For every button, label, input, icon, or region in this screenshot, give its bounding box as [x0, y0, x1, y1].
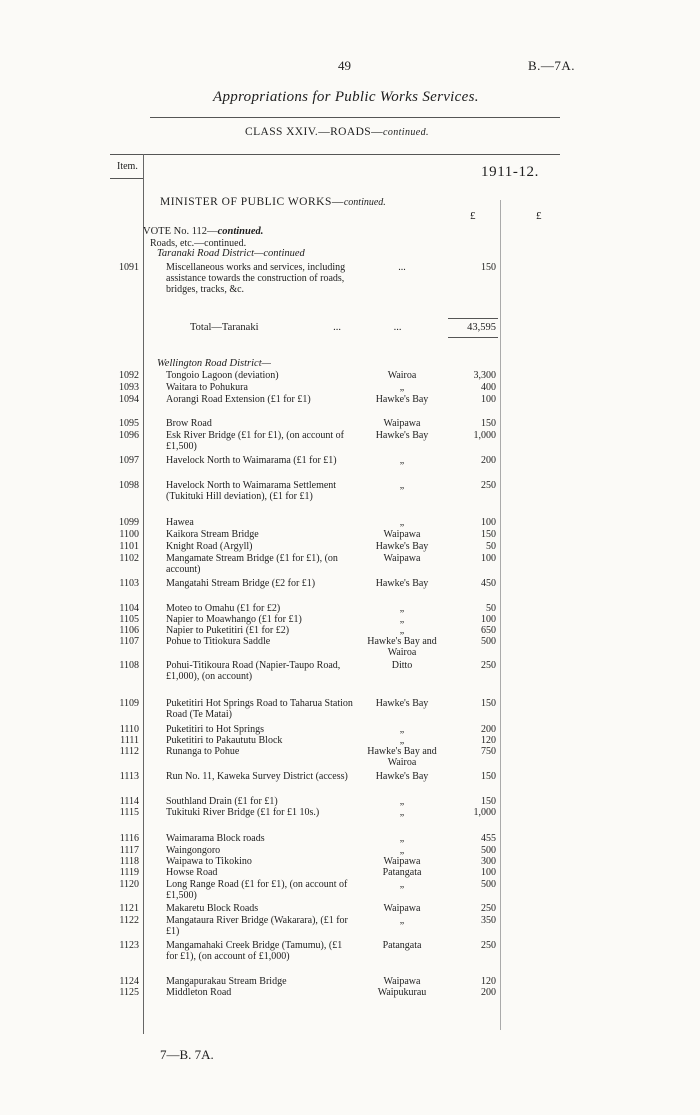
item-description: Run No. 11, Kaweka Survey District (access): [166, 771, 348, 782]
electoral-district: ...: [398, 262, 406, 273]
item-description: Mangapurakau Stream Bridge: [166, 976, 287, 987]
amount: 150: [481, 796, 496, 807]
page-footer: 7—B. 7A.: [160, 1047, 214, 1062]
item-number: 1098: [119, 480, 139, 491]
year-column-header: 1911-12.: [481, 164, 539, 180]
page-title: Appropriations for Public Works Services.: [213, 89, 479, 105]
item-description: Aorangi Road Extension (£1 for £1): [166, 394, 311, 405]
total-top-rule: [448, 318, 498, 319]
amount-column-divider: [500, 200, 501, 1030]
item-description: Miscellaneous works and services, including assistance towards the construction of roads, bridges, tracks, &c.: [166, 262, 346, 295]
table-top-rule: [110, 154, 560, 155]
item-description: Havelock North to Waimarama (£1 for £1): [166, 455, 337, 466]
item-description: Kaikora Stream Bridge: [166, 529, 259, 540]
item-number: 1093: [119, 382, 139, 393]
electoral-district: „: [399, 724, 405, 735]
item-description: Mangataura River Bridge (Wakarara), (£1 for £1): [166, 915, 348, 937]
amount: 200: [481, 987, 496, 998]
taranaki-district-heading: Taranaki Road District—continued: [157, 248, 305, 259]
item-column-header: Item.: [117, 161, 138, 172]
item-number: 1117: [119, 845, 139, 856]
electoral-district: Hawke's Bay: [375, 578, 429, 589]
item-description: Waitara to Pohukura: [166, 382, 248, 393]
item-number: 1097: [119, 455, 139, 466]
item-number: 1109: [119, 698, 139, 709]
item-number: 1108: [119, 660, 139, 671]
amount: 450: [481, 578, 496, 589]
item-number: 1101: [119, 541, 139, 552]
item-number: 1094: [119, 394, 139, 405]
item-number: 1121: [119, 903, 139, 914]
item-number: 1104: [119, 603, 139, 614]
amount: 3,300: [473, 370, 496, 381]
wellington-district-heading: Wellington Road District—: [157, 358, 271, 369]
item-description: Puketitiri Hot Springs Road to Taharua Station Road (Te Matai): [166, 698, 353, 720]
item-description: Runanga to Pohue: [166, 746, 240, 757]
amount: 100: [481, 517, 496, 528]
amount: 150: [481, 771, 496, 782]
amount: 150: [481, 418, 496, 429]
electoral-district: Wairoa: [387, 370, 417, 381]
amount: 100: [481, 394, 496, 405]
electoral-district: Waipukurau: [377, 987, 427, 998]
pound-sign-2: £: [536, 210, 542, 222]
taranaki-total-label: Total—Taranaki ... ...: [190, 322, 402, 333]
item-description: Makaretu Block Roads: [166, 903, 259, 914]
electoral-district: „: [399, 845, 405, 856]
amount: 400: [481, 382, 496, 393]
electoral-district: Hawke's Bay and Wairoa: [367, 746, 437, 768]
electoral-district: „: [399, 455, 405, 466]
amount: 150: [481, 698, 496, 709]
amount: 300: [481, 856, 496, 867]
item-number: 1091: [119, 262, 139, 273]
electoral-district: Waipawa: [383, 418, 421, 429]
amount: 1,000: [473, 807, 496, 818]
item-number: 1124: [119, 976, 139, 987]
document-reference: B.—7A.: [528, 58, 576, 73]
item-number: 1111: [120, 735, 139, 746]
electoral-district: „: [399, 915, 405, 926]
amount: 250: [481, 480, 496, 491]
item-description: Waimarama Block roads: [166, 833, 265, 844]
item-description: Tongoio Lagoon (deviation): [166, 370, 279, 381]
electoral-district: „: [399, 614, 405, 625]
item-description: Pohue to Titiokura Saddle: [166, 636, 271, 647]
item-description: Mangatahi Stream Bridge (£2 for £1): [166, 578, 316, 589]
electoral-district: Waipawa: [383, 903, 421, 914]
electoral-district: Ditto: [391, 660, 413, 671]
amount: 250: [481, 660, 496, 671]
item-number: 1095: [119, 418, 139, 429]
item-description: Moteo to Omahu (£1 for £2): [166, 603, 281, 614]
electoral-district: „: [399, 879, 405, 890]
electoral-district: „: [399, 382, 405, 393]
amount: 350: [481, 915, 496, 926]
title-rule: [150, 117, 560, 118]
minister-heading: MINISTER OF PUBLIC WORKS—continued.: [160, 196, 386, 208]
amount: 500: [481, 879, 496, 890]
roads-subheading: Roads, etc.—continued.: [150, 238, 247, 249]
item-number: 1105: [119, 614, 139, 625]
item-number: 1107: [119, 636, 139, 647]
item-description: Knight Road (Argyll): [166, 541, 253, 552]
item-description: Waipawa to Tikokino: [166, 856, 252, 867]
electoral-district: Hawke's Bay: [375, 394, 429, 405]
electoral-district: „: [399, 517, 405, 528]
item-number: 1092: [119, 370, 139, 381]
total-bottom-rule: [448, 337, 498, 338]
amount: 650: [481, 625, 496, 636]
amount: 50: [486, 541, 496, 552]
item-header-rule: [110, 178, 144, 179]
page-number: 49: [338, 58, 351, 73]
electoral-district: „: [399, 735, 405, 746]
electoral-district: Hawke's Bay: [375, 771, 429, 782]
item-number: 1100: [119, 529, 139, 540]
electoral-district: Patangata: [382, 867, 422, 878]
electoral-district: „: [399, 480, 405, 491]
amount: 120: [481, 735, 496, 746]
electoral-district: Hawke's Bay and Wairoa: [367, 636, 437, 658]
item-description: Brow Road: [166, 418, 212, 429]
electoral-district: „: [399, 603, 405, 614]
electoral-district: Patangata: [382, 940, 422, 951]
item-number: 1110: [119, 724, 139, 735]
class-heading: CLASS XXIV.—ROADS—continued.: [245, 126, 429, 138]
item-description: Howse Road: [166, 867, 218, 878]
item-number: 1119: [119, 867, 139, 878]
electoral-district: Waipawa: [383, 856, 421, 867]
electoral-district: Hawke's Bay: [375, 541, 429, 552]
item-number: 1125: [119, 987, 139, 998]
item-description: Napier to Moawhango (£1 for £1): [166, 614, 302, 625]
item-description: Hawea: [166, 517, 194, 528]
electoral-district: Waipawa: [383, 529, 421, 540]
item-description: Southland Drain (£1 for £1): [166, 796, 278, 807]
pound-sign-1: £: [470, 210, 476, 222]
item-description: Tukituki River Bridge (£1 for £1 10s.): [166, 807, 320, 818]
amount: 250: [481, 903, 496, 914]
item-column-divider: [143, 154, 144, 1034]
item-number: 1102: [119, 553, 139, 564]
item-description: Long Range Road (£1 for £1), (on account of £1,500): [166, 879, 348, 901]
amount: 455: [481, 833, 496, 844]
item-number: 1099: [119, 517, 139, 528]
item-description: Waingongoro: [166, 845, 221, 856]
item-number: 1123: [119, 940, 139, 951]
electoral-district: Hawke's Bay: [375, 430, 429, 441]
amount: 1,000: [473, 430, 496, 441]
item-description: Middleton Road: [166, 987, 232, 998]
electoral-district: Hawke's Bay: [375, 698, 429, 709]
amount: 100: [481, 614, 496, 625]
amount: 100: [481, 553, 496, 564]
amount: 250: [481, 940, 496, 951]
electoral-district: Waipawa: [383, 553, 421, 564]
item-description: Mangamahaki Creek Bridge (Tamumu), (£1 for £1), (on account of £1,000): [166, 940, 343, 962]
item-description: Mangamate Stream Bridge (£1 for £1), (on account): [166, 553, 338, 575]
item-description: Havelock North to Waimarama Settlement (Tukituki Hill deviation), (£1 for £1): [166, 480, 337, 502]
item-number: 1106: [119, 625, 139, 636]
item-number: 1116: [119, 833, 139, 844]
amount: 200: [481, 724, 496, 735]
vote-heading: VOTE No. 112—continued.: [143, 226, 264, 237]
item-number: 1103: [119, 578, 139, 589]
item-description: Puketitiri to Pakaututu Block: [166, 735, 283, 746]
item-number: 1114: [119, 796, 139, 807]
item-number: 1096: [119, 430, 139, 441]
amount: 100: [481, 867, 496, 878]
item-number: 1122: [119, 915, 139, 926]
amount: 120: [481, 976, 496, 987]
electoral-district: „: [399, 833, 405, 844]
amount: 150: [481, 529, 496, 540]
item-description: Puketitiri to Hot Springs: [166, 724, 265, 735]
item-description: Esk River Bridge (£1 for £1), (on account of £1,500): [166, 430, 345, 452]
item-number: 1115: [119, 807, 139, 818]
item-description: Pohui-Titikoura Road (Napier-Taupo Road, £1,000), (on account): [166, 660, 341, 682]
item-number: 1112: [119, 746, 139, 757]
electoral-district: „: [399, 807, 405, 818]
amount: 500: [481, 636, 496, 647]
amount: 50: [486, 603, 496, 614]
item-number: 1120: [119, 879, 139, 890]
electoral-district: Waipawa: [383, 976, 421, 987]
electoral-district: „: [399, 625, 405, 636]
item-description: Napier to Puketitiri (£1 for £2): [166, 625, 290, 636]
taranaki-total-amount: 43,595: [467, 322, 496, 333]
amount: 750: [481, 746, 496, 757]
item-number: 1113: [119, 771, 139, 782]
electoral-district: „: [399, 796, 405, 807]
amount: 200: [481, 455, 496, 466]
amount: 500: [481, 845, 496, 856]
amount: 150: [481, 262, 496, 273]
item-number: 1118: [119, 856, 139, 867]
